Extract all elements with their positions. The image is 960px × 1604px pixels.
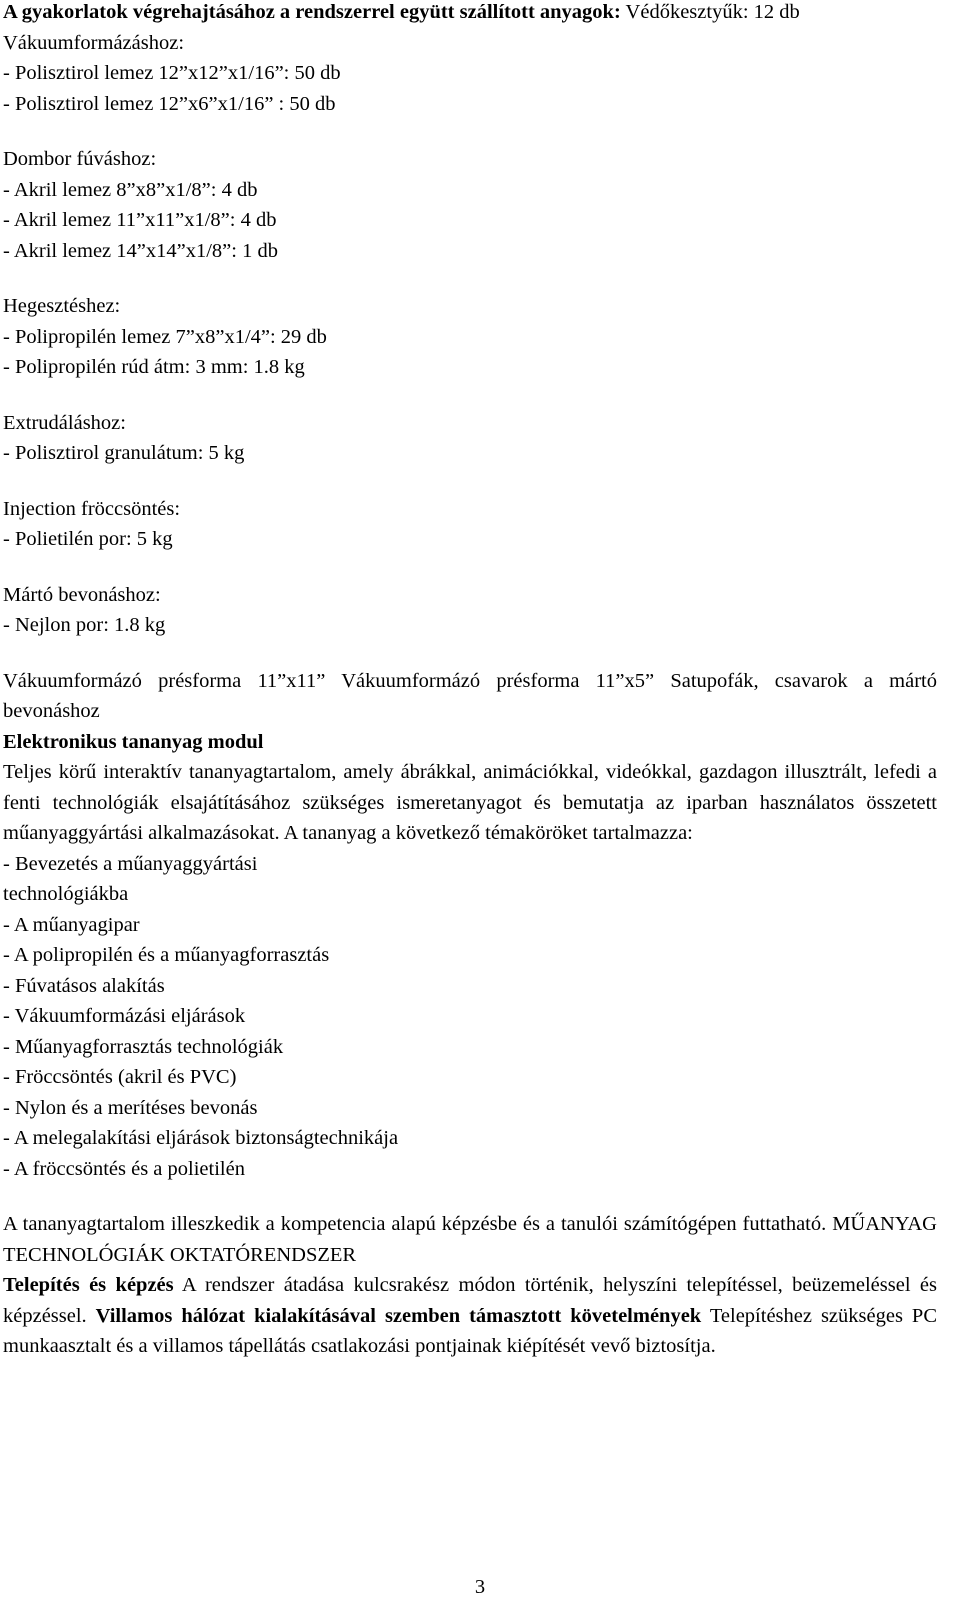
topic-item: - Fröccsöntés (akril és PVC) xyxy=(3,1066,237,1088)
topic-item: - A műanyagipar xyxy=(3,913,140,936)
topic-item: - A polipropilén és a műanyagforrasztás xyxy=(3,944,330,966)
group-title-welding: Hegesztéshez: xyxy=(3,295,121,317)
group-title-vacuum: Vákuumformázáshoz: xyxy=(3,31,185,54)
power-requirements-heading: Villamos hálózat kialakításával szemben támasztott követelmények xyxy=(95,1304,702,1327)
installation-heading: Telepítés és képzés xyxy=(3,1274,174,1296)
group-title-blowing: Dombor fúváshoz: xyxy=(3,148,157,170)
installation-paragraph xyxy=(3,1270,937,1362)
installation-text: A rendszer átadása kulcsrakész módon történik, helyszíni telepítéssel, beüzemeléssel és képzéssel. xyxy=(3,1274,937,1327)
topic-item: - Műanyagforrasztás technológiák xyxy=(3,1035,284,1058)
list-item: - Polisztirol granulátum: 5 kg xyxy=(3,442,245,464)
list-item: - Nejlon por: 1.8 kg xyxy=(3,614,166,636)
list-item: - Polipropilén rúd átm: 3 mm: 1.8 kg xyxy=(3,356,305,378)
list-item: - Polietilén por: 5 kg xyxy=(3,528,173,550)
topic-item: - A fröccsöntés és a polietilén xyxy=(3,1157,245,1180)
list-item: - Polisztirol lemez 12”x6”x1/16” : 50 db xyxy=(3,92,336,115)
page-number: 3 xyxy=(474,1576,486,1598)
group-title-extrusion: Extrudáláshoz: xyxy=(3,411,126,434)
module-heading: Elektronikus tananyag modul xyxy=(3,730,264,753)
document-page xyxy=(3,0,937,1362)
list-item: - Akril lemez 11”x11”x1/8”: 4 db xyxy=(3,209,277,231)
intro-line xyxy=(3,0,937,28)
group-title-injection: Injection fröccsöntés: xyxy=(3,497,181,520)
intro-heading: A gyakorlatok végrehajtásához a rendszerrel együtt szállított anyagok: xyxy=(3,1,621,23)
topic-item: - Vákuumformázási eljárások xyxy=(3,1005,246,1027)
topic-item: - Bevezetés a műanyaggyártási xyxy=(3,852,258,875)
topic-item: technológiákba xyxy=(3,883,129,905)
list-item: - Akril lemez 14”x14”x1/8”: 1 db xyxy=(3,239,278,262)
list-item: - Polisztirol lemez 12”x12”x1/16”: 50 db xyxy=(3,62,341,84)
topic-item: - A melegalakítási eljárások biztonságtechnikája xyxy=(3,1127,399,1149)
tools-paragraph: Vákuumformázó présforma 11”x11” Vákuumformázó présforma 11”x5” Satupofák, csavarok a mártó bevonáshoz xyxy=(3,669,937,722)
module-description: Teljes körű interaktív tananyagtartalom, amely ábrákkal, animációkkal, videókkal, gazdagon illusztrált, lefedi a fenti technológiák elsajátításához szükséges ismeretanyagot és bemutatja az iparban használatos összetett műanyaggyártási alkalmazásokat. A tananyag a következő témaköröket tartalmazza: xyxy=(3,761,937,844)
closing-paragraph: A tananyagtartalom illeszkedik a kompetencia alapú képzésbe és a tanulói számítógépen futtatható. MŰANYAG TECHNOLÓGIÁK OKTATÓRENDSZER xyxy=(3,1213,937,1266)
group-title-dip-coating: Mártó bevonáshoz: xyxy=(3,583,161,606)
topic-item: - Fúvatásos alakítás xyxy=(3,974,165,997)
list-item: - Akril lemez 8”x8”x1/8”: 4 db xyxy=(3,178,258,201)
power-requirements-text: Telepítéshez szükséges PC munkaasztalt és a villamos tápellátás csatlakozási pontjainak kiépítését vevő biztosítja. xyxy=(3,1304,937,1357)
intro-gloves: Védőkesztyűk: 12 db xyxy=(620,1,800,23)
topic-item: - Nylon és a merítéses bevonás xyxy=(3,1096,258,1119)
list-item: - Polipropilén lemez 7”x8”x1/4”: 29 db xyxy=(3,325,327,348)
